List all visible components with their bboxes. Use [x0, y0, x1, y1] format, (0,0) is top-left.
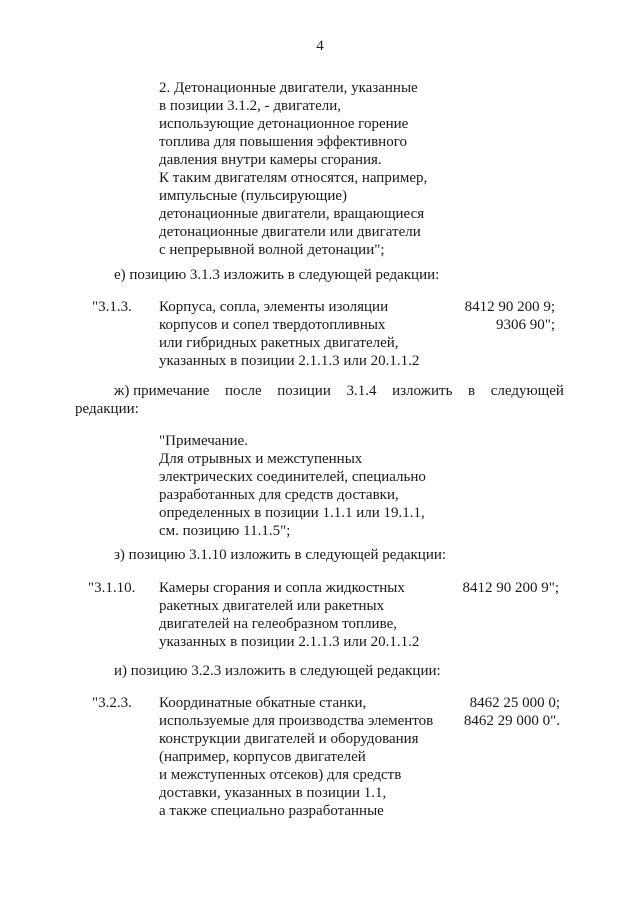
- description-line: указанных в позиции 2.1.1.3 или 20.1.1.2: [159, 634, 420, 650]
- description-line: корпусов и сопел твердотопливных: [159, 317, 386, 333]
- intro-word: после: [224, 383, 262, 399]
- intro-word: следующей: [490, 383, 564, 399]
- note-line: "Примечание.: [159, 433, 248, 449]
- note-line: разработанных для средств доставки,: [159, 487, 399, 503]
- item-i-tnved-codes: [464, 694, 560, 730]
- note-line: см. позицию 11.1.5";: [159, 523, 291, 539]
- note-line: 2. Детонационные двигатели, указанные: [159, 80, 418, 96]
- intro-word: позиции: [277, 383, 331, 399]
- item-e-code: "3.1.3.: [92, 299, 132, 315]
- intro-word: 3.1.4: [346, 383, 377, 399]
- description-line: (например, корпусов двигателей: [159, 749, 366, 765]
- description-line: Корпуса, сопла, элементы изоляции: [159, 299, 389, 315]
- item-i-code: "3.2.3.: [92, 695, 132, 711]
- note-line: топлива для повышения эффективного: [159, 134, 407, 150]
- description-line: Координатные обкатные станки,: [159, 695, 367, 711]
- description-line: доставки, указанных в позиции 1.1,: [159, 785, 387, 801]
- item-e-tnved-codes: [465, 298, 555, 334]
- note-line: в позиции 3.1.2, - двигатели,: [159, 98, 342, 114]
- description-line: а также специально разработанные: [159, 803, 384, 819]
- item-e-intro: е) позицию 3.1.3 изложить в следующей редакции:: [114, 267, 440, 283]
- tnved-code: 8462 25 000 0;: [469, 695, 560, 711]
- item-z-code: "3.1.10.: [88, 580, 136, 596]
- note-line: использующие детонационное горение: [159, 116, 409, 132]
- note-line: электрических соединителей, специально: [159, 469, 426, 485]
- page-number: 4: [316, 38, 324, 54]
- intro-word: в: [468, 383, 476, 399]
- description-line: конструкции двигателей и оборудования: [159, 731, 419, 747]
- note-line: давления внутри камеры сгорания.: [159, 152, 382, 168]
- description-line: Камеры сгорания и сопла жидкостных: [159, 580, 405, 596]
- item-zh-intro: [114, 382, 564, 400]
- tnved-code: 9306 90";: [495, 317, 555, 333]
- tnved-code: 8412 90 200 9";: [462, 580, 559, 596]
- note-line: детонационные двигатели или двигатели: [159, 224, 421, 240]
- description-line: или гибридных ракетных двигателей,: [159, 335, 399, 351]
- detonation-engines-note: [159, 79, 427, 259]
- description-line: двигателей на гелеобразном топливе,: [159, 616, 397, 632]
- description-line: используемые для производства элементов: [159, 713, 434, 729]
- item-z-intro: з) позицию 3.1.10 изложить в следующей редакции:: [114, 547, 447, 563]
- item-e-description: [159, 298, 419, 370]
- note-line: импульсные (пульсирующие): [159, 188, 347, 204]
- description-line: и межступенных отсеков) для средств: [159, 767, 402, 783]
- note-line: детонационные двигатели, вращающиеся: [159, 206, 425, 222]
- tnved-code: 8412 90 200 9;: [464, 299, 555, 315]
- tnved-code: 8462 29 000 0".: [463, 713, 560, 729]
- note-line: определенных в позиции 1.1.1 или 19.1.1,: [159, 505, 425, 521]
- description-line: указанных в позиции 2.1.1.3 или 20.1.1.2: [159, 353, 420, 369]
- item-z-description: [159, 579, 419, 651]
- intro-word: изложить: [392, 383, 453, 399]
- item-i-description: [159, 694, 433, 820]
- item-zh-intro-continued: редакции:: [75, 401, 139, 417]
- item-i-intro: и) позицию 3.2.3 изложить в следующей редакции:: [114, 663, 441, 679]
- item-zh-note: [159, 432, 426, 540]
- note-line: К таким двигателям относятся, например,: [159, 170, 428, 186]
- description-line: ракетных двигателей или ракетных: [159, 598, 385, 614]
- item-z-tnved-codes: [462, 579, 559, 597]
- note-line: с непрерывной волной детонации";: [159, 242, 385, 258]
- note-line: Для отрывных и межступенных: [159, 451, 363, 467]
- intro-word: ж) примечание: [114, 383, 210, 399]
